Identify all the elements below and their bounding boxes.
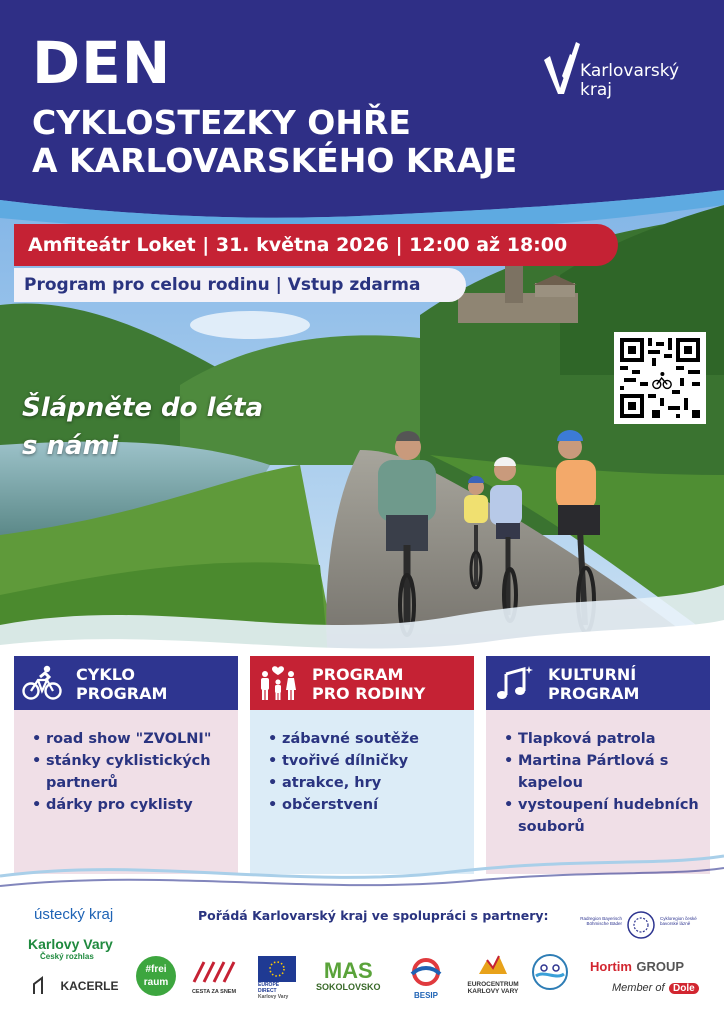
cyclist-icon: [22, 664, 62, 702]
list-item: • vystoupení hudebních souborů: [504, 794, 700, 838]
list-item: • tvořivé dílničky: [268, 750, 464, 772]
card-title-line-1: CYKLO: [76, 665, 135, 684]
karlovarsky-kraj-logo: [540, 40, 690, 110]
freiraum-line-1: #frei: [145, 964, 167, 975]
eurocentrum-logo: [464, 952, 522, 995]
cultural-program-header: [486, 656, 710, 710]
list-item: • dárky pro cyklisty: [32, 794, 228, 816]
kacerle-logo: [32, 976, 118, 996]
logo-line-2: kraj: [580, 79, 612, 100]
besip-text: BESIP: [413, 991, 438, 1000]
qr-code[interactable]: [614, 332, 706, 424]
logo-line-1: Karlovarský: [580, 61, 680, 81]
ustecky-kraj-logo: ústecký kraj: [34, 906, 114, 923]
logo-mark-icon: [540, 40, 582, 100]
europe-line-1: EUROPE DIRECT: [258, 982, 280, 994]
list-item: • stánky cyklistických partnerů: [32, 750, 228, 794]
cykloregion-logo: [580, 908, 700, 948]
mas-line-2: SOKOLOVSKO: [316, 982, 381, 992]
cyclo-program-header: [14, 656, 238, 710]
family-program-title: [312, 665, 425, 703]
mas-sokolovsko-logo: [316, 960, 381, 992]
eurocentrum-line-2: KARLOVY VARY: [467, 988, 519, 995]
cyclo-program-title: [76, 665, 167, 703]
cesta-mark-icon: [190, 958, 238, 984]
cro-line-1: Karlovy Vary: [28, 936, 113, 952]
list-item: • občerstvení: [268, 794, 464, 816]
title-line-3: A KARLOVARSKÉHO KRAJE: [32, 140, 518, 180]
family-program-header: [250, 656, 474, 710]
slogan-line-1: Šlápněte do léta: [22, 393, 264, 423]
group-text: GROUP: [636, 959, 685, 974]
card-title-line-2: PROGRAM: [76, 684, 168, 704]
music-note-icon: [494, 664, 534, 702]
eurocentrum-line-1: EUROCENTRUM: [467, 981, 519, 988]
dole-logo: Dole: [669, 983, 699, 994]
family-icon: [258, 664, 298, 702]
list-item: • zábavné soutěže: [268, 728, 464, 750]
family-program-card: [250, 656, 474, 874]
list-item: • Tlapková patrola: [504, 728, 700, 750]
kacerle-text: KACERLE: [60, 979, 119, 993]
card-title-line-2: PROGRAM: [548, 684, 640, 704]
organizer-text: Pořádá Karlovarský kraj ve spolupráci s partnery:: [198, 908, 549, 923]
freiraum-logo: [136, 956, 176, 996]
eurocentrum-mark-icon: [477, 952, 509, 976]
list-item: • road show "ZVOLNI": [32, 728, 228, 750]
cykloregion-right-text: Cykloregion české bavorské lázně: [660, 916, 697, 926]
cultural-program-title: [548, 665, 639, 703]
event-details-banner: Amfiteátr Loket | 31. května 2026 | 12:00 až 18:00: [14, 224, 618, 266]
title-line-2: CYKLOSTEZKY OHŘE: [32, 103, 411, 142]
card-title-line-1: PROGRAM: [312, 665, 404, 684]
list-item: • atrakce, hry: [268, 772, 464, 794]
cyklostezka-ohre-logo: [530, 952, 570, 997]
cykloregion-emblem-icon: [626, 910, 656, 940]
freiraum-line-2: raum: [143, 977, 169, 988]
europe-direct-logo: [258, 956, 298, 1000]
besip-mark-icon: [406, 958, 446, 986]
eu-flag-icon: [258, 956, 296, 982]
title-sub: [32, 104, 517, 180]
member-text: Member of: [612, 982, 665, 994]
cykloregion-left-text: Radregion Bayerisch Böhmische Bäder: [580, 916, 622, 926]
slogan-line-2: s námi: [22, 430, 119, 461]
cro-line-2: Český rozhlas: [40, 952, 94, 961]
title-main: DEN: [32, 29, 172, 97]
card-title-line-2: PRO RODINY: [312, 684, 426, 704]
cesta-text: CESTA ZA SNEM: [191, 989, 237, 995]
mas-line-1: MAS: [323, 958, 373, 983]
list-item: • Martina Pártlová s kapelou: [504, 750, 700, 794]
cyklostezka-badge-icon: [530, 952, 570, 992]
cultural-program-card: [486, 656, 710, 874]
hortim-group-logo: [590, 958, 684, 976]
europe-line-2: Karlovy Vary: [258, 994, 289, 1000]
qr-code-icon: [620, 338, 700, 418]
cesta-za-snem-logo: [188, 958, 240, 995]
kacerle-mark-icon: [32, 976, 56, 996]
logo-text: [580, 62, 679, 99]
header-band: [0, 0, 724, 250]
hortim-text: Hortim: [590, 959, 632, 974]
partners-footer: [0, 888, 724, 1024]
slogan: [22, 390, 263, 465]
besip-logo: [404, 958, 448, 1000]
event-sub-banner: Program pro celou rodinu | Vstup zdarma: [14, 268, 466, 302]
member-of-dole: [612, 978, 699, 996]
cyclo-program-card: [14, 656, 238, 874]
card-title-line-1: KULTURNÍ: [548, 665, 637, 684]
cro-karlovy-vary-logo: [28, 936, 113, 961]
